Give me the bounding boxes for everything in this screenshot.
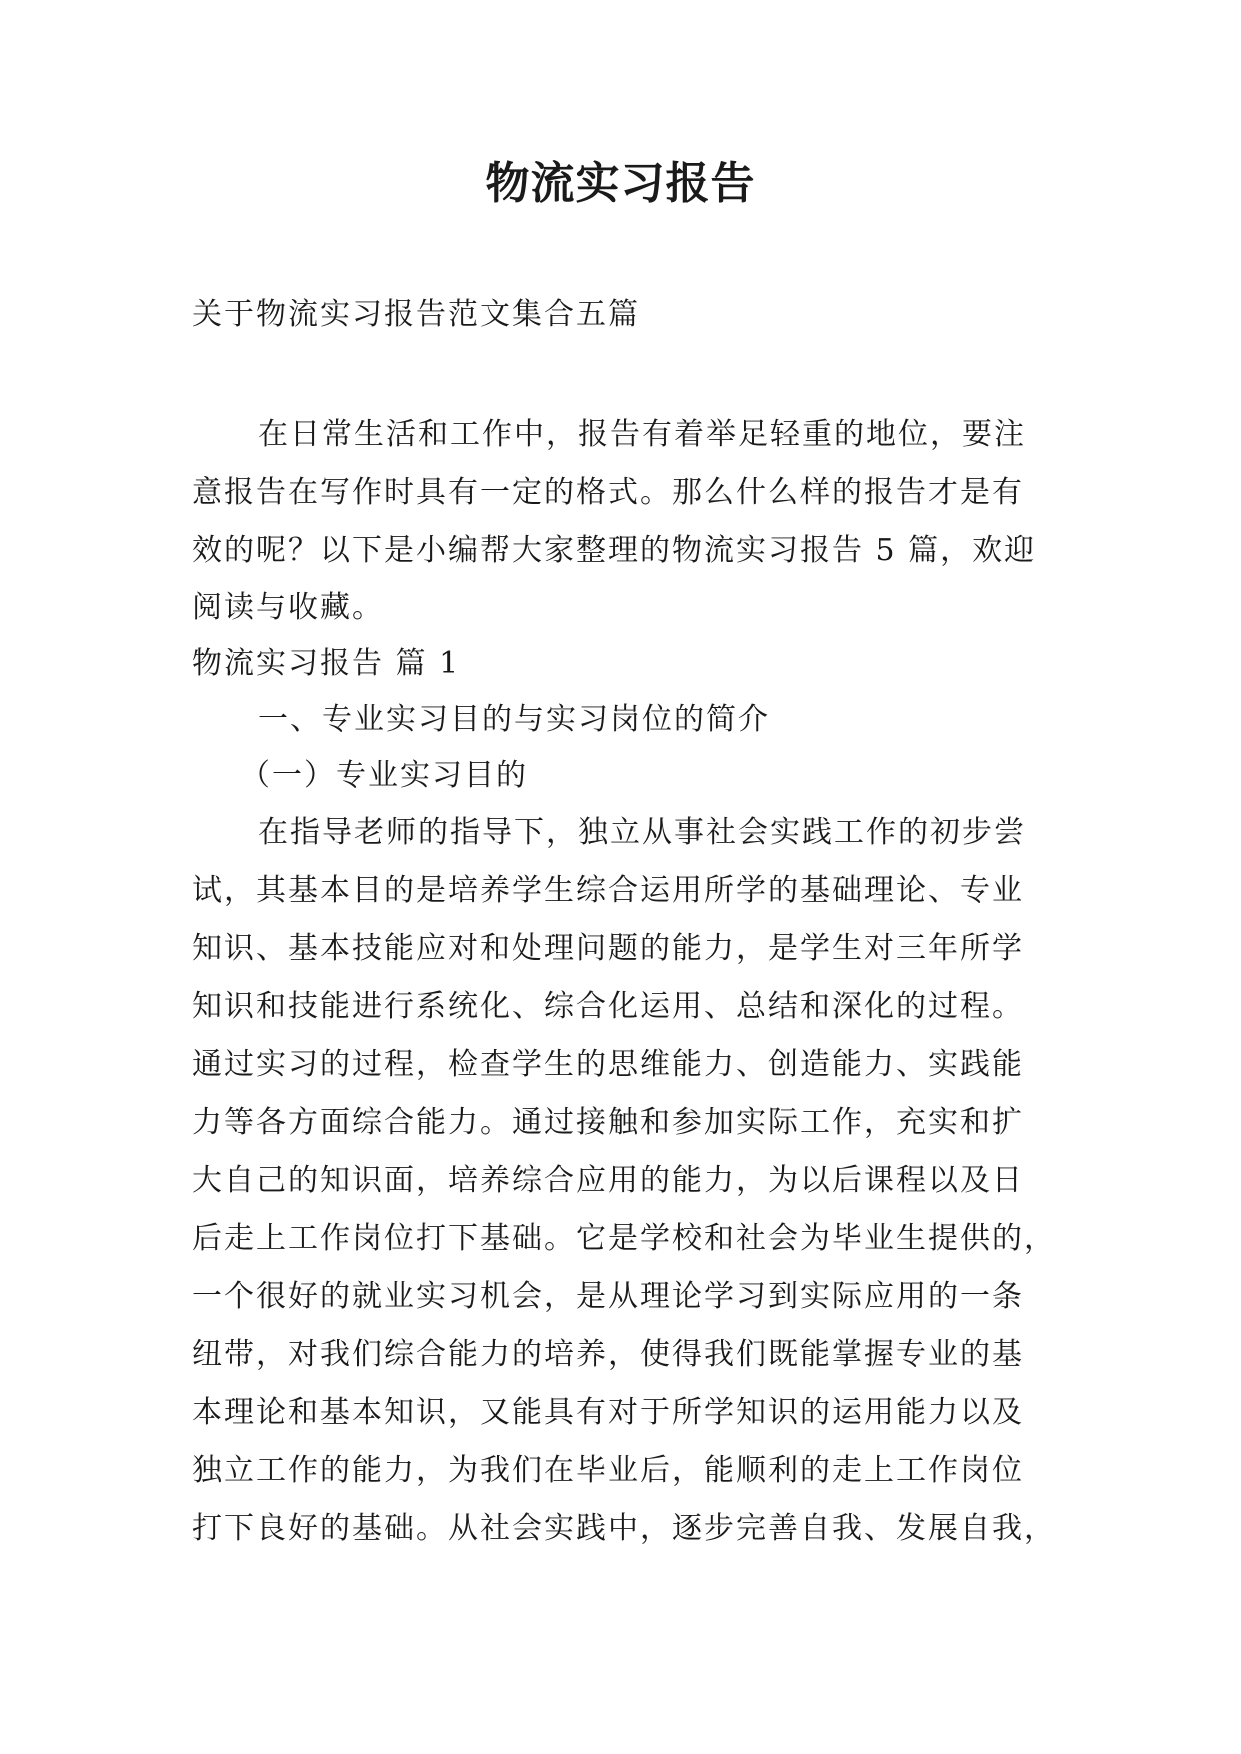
body-line: 力等各方面综合能力。通过接触和参加实际工作，充实和扩 xyxy=(192,1105,1024,1140)
body-line: 一个很好的就业实习机会，是从理论学习到实际应用的一条 xyxy=(192,1279,1024,1314)
body-line: 独立工作的能力，为我们在毕业后，能顺利的走上工作岗位 xyxy=(192,1453,1024,1488)
body-line: 纽带，对我们综合能力的培养，使得我们既能掌握专业的基 xyxy=(192,1337,1024,1372)
body-line: 后走上工作岗位打下基础。它是学校和社会为毕业生提供的， xyxy=(192,1221,1056,1256)
body-line: 意报告在写作时具有一定的格式。那么什么样的报告才是有 xyxy=(192,475,1024,510)
section-heading: 物流实习报告 篇 1 xyxy=(192,646,461,681)
body-line: 知识和技能进行系统化、综合化运用、总结和深化的过程。 xyxy=(192,989,1024,1024)
body-line: 效的呢？以下是小编帮大家整理的物流实习报告 5 篇，欢迎 xyxy=(192,533,1037,568)
body-line: 在指导老师的指导下，独立从事社会实践工作的初步尝 xyxy=(258,815,1026,850)
body-line: 知识、基本技能应对和处理问题的能力，是学生对三年所学 xyxy=(192,931,1024,966)
body-line: 阅读与收藏。 xyxy=(192,590,384,625)
body-line: 通过实习的过程，检查学生的思维能力、创造能力、实践能 xyxy=(192,1047,1024,1082)
body-line: 本理论和基本知识，又能具有对于所学知识的运用能力以及 xyxy=(192,1395,1024,1430)
subsection-heading: （一）专业实习目的 xyxy=(240,758,528,793)
body-line: 在日常生活和工作中，报告有着举足轻重的地位，要注 xyxy=(258,417,1026,452)
body-line: 试，其基本目的是培养学生综合运用所学的基础理论、专业 xyxy=(192,873,1024,908)
document-body xyxy=(192,406,1056,1558)
body-line: 打下良好的基础。从社会实践中，逐步完善自我、发展自我， xyxy=(192,1511,1056,1546)
document-subtitle: 关于物流实习报告范文集合五篇 xyxy=(192,297,640,332)
page-title: 物流实习报告 xyxy=(485,158,756,209)
subsection-heading: 一、专业实习目的与实习岗位的简介 xyxy=(258,702,770,737)
body-line: 大自己的知识面，培养综合应用的能力，为以后课程以及日 xyxy=(192,1163,1024,1198)
